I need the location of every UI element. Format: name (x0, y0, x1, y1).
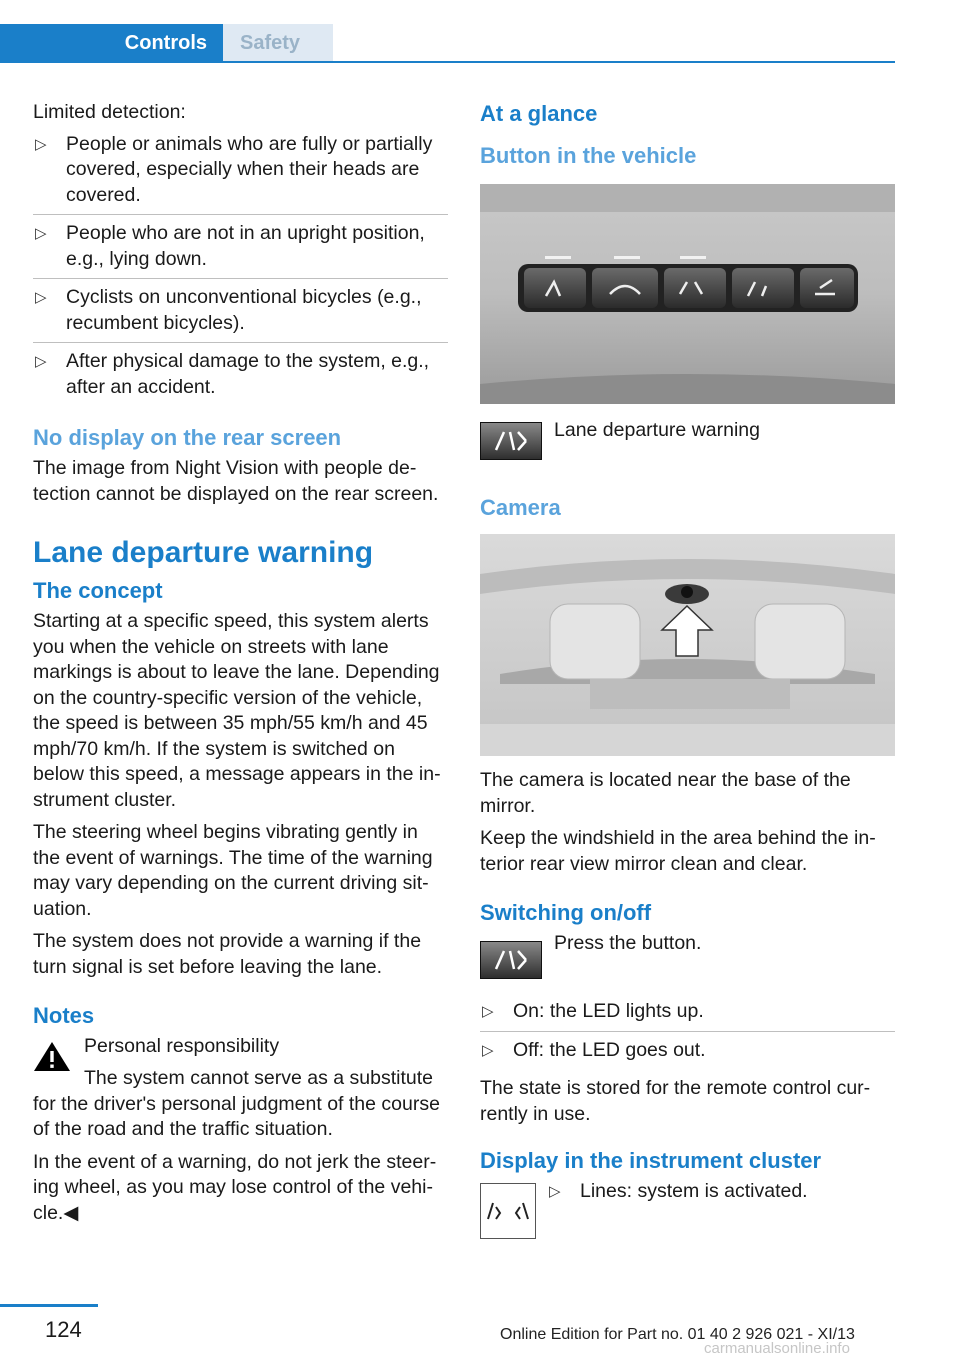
camera-photo (480, 534, 895, 756)
lane-departure-button-icon (480, 941, 542, 979)
lane-departure-button-icon (480, 422, 542, 460)
warning-title: Personal responsibility (84, 1035, 280, 1057)
concept-paragraph: The steering wheel begins vibrating gently in the event of warnings. The time of the warning may vary depending on the current driving sit-uation. (33, 821, 433, 920)
watermark: carmanualsonline.info (704, 1340, 850, 1357)
button-caption-row (480, 419, 895, 484)
limited-detection-list (33, 132, 448, 407)
page-number: 124 (45, 1317, 82, 1342)
right-column (480, 100, 895, 1239)
notes-heading: Notes (33, 1003, 95, 1028)
button-caption: Lane departure warning (554, 419, 760, 441)
triangle-bullet-icon: ▷ (482, 1003, 494, 1020)
list-item-text: Lines: system is activated. (580, 1180, 808, 1202)
triangle-bullet-icon: ▷ (549, 1183, 561, 1200)
concept-heading: The concept (33, 578, 163, 603)
button-panel-photo (480, 184, 895, 404)
display-row (480, 1179, 895, 1239)
switch-heading: Switching on/off (480, 900, 652, 925)
no-display-heading: No display on the rear screen (33, 425, 342, 450)
list-item (33, 349, 448, 406)
switch-list (480, 999, 895, 1069)
concept-paragraph: The system does not provide a warning if the turn signal is set before leaving the lane. (33, 930, 422, 978)
tab-controls-label: Controls (124, 32, 207, 54)
section-title: Lane departure warning (33, 536, 374, 569)
list-item (480, 1038, 895, 1070)
tab-controls[interactable] (0, 24, 223, 61)
notes-paragraph: The system cannot serve as a substitute for the driver's personal judgment of the course of the road and the traffic situation. (33, 1067, 440, 1140)
switch-row (480, 931, 895, 987)
switch-paragraph: The state is stored for the remote control cur-rently in use. (480, 1077, 871, 1125)
triangle-bullet-icon: ▷ (35, 225, 47, 242)
list-item (33, 132, 448, 216)
list-item-text: On: the LED lights up. (513, 1000, 704, 1022)
left-column (33, 100, 448, 1233)
concept-paragraph: Starting at a specific speed, this system alerts you when the vehicle on streets with lane markings is about to leave the lane. Depending on the country-specific version of the vehicle, the speed is between 35 mph/55 km/h and 45 mph/70 km/h. If the system is switched on below this speed, a message appears in the in-strument cluster. (33, 610, 441, 811)
footer-accent-line (0, 1304, 98, 1307)
header-bar (0, 24, 895, 63)
camera-heading: Camera (480, 495, 561, 520)
limited-detection-label: Limited detection: (33, 101, 186, 123)
camera-paragraph: The camera is located near the base of the mirror. (480, 769, 851, 817)
warning-row (33, 1034, 448, 1066)
tab-safety[interactable] (223, 24, 333, 61)
camera-paragraph: Keep the windshield in the area behind the in-terior rear view mirror clean and clear. (480, 827, 876, 875)
list-item (547, 1179, 887, 1211)
switch-instruction: Press the button. (554, 932, 702, 954)
list-item-text: People or animals who are fully or partially covered, especially when their heads are covered. (66, 132, 433, 206)
notes-paragraph: In the event of a warning, do not jerk the steer-ing wheel, as you may lose control of the vehi-cle.◀ (33, 1150, 437, 1224)
list-item-text: Cyclists on unconventional bicycles (e.g., recumbent bicycles). (66, 286, 422, 334)
no-display-text: The image from Night Vision with people de-tection cannot be displayed on the rear screen. (33, 457, 439, 505)
lane-lines-indicator-icon (480, 1183, 536, 1239)
list-item-text: People who are not in an upright position, e.g., lying down. (66, 222, 425, 270)
list-item (33, 221, 448, 279)
list-item-text: Off: the LED goes out. (513, 1038, 706, 1061)
triangle-bullet-icon: ▷ (35, 289, 47, 306)
list-item (480, 999, 895, 1032)
triangle-bullet-icon: ▷ (35, 353, 47, 370)
warning-triangle-icon (33, 1040, 71, 1072)
display-list (547, 1179, 887, 1211)
triangle-bullet-icon: ▷ (35, 135, 47, 153)
list-item-text: After physical damage to the system, e.g., after an accident. (66, 350, 430, 398)
at-a-glance-heading: At a glance (480, 101, 598, 126)
tab-safety-label: Safety (240, 32, 301, 54)
triangle-bullet-icon: ▷ (482, 1041, 494, 1059)
display-heading: Display in the instrument cluster (480, 1148, 822, 1173)
list-item (33, 285, 448, 343)
edition-note: Online Edition for Part no. 01 40 2 926 021 - XI/13 (500, 1326, 855, 1343)
button-heading: Button in the vehicle (480, 143, 697, 168)
